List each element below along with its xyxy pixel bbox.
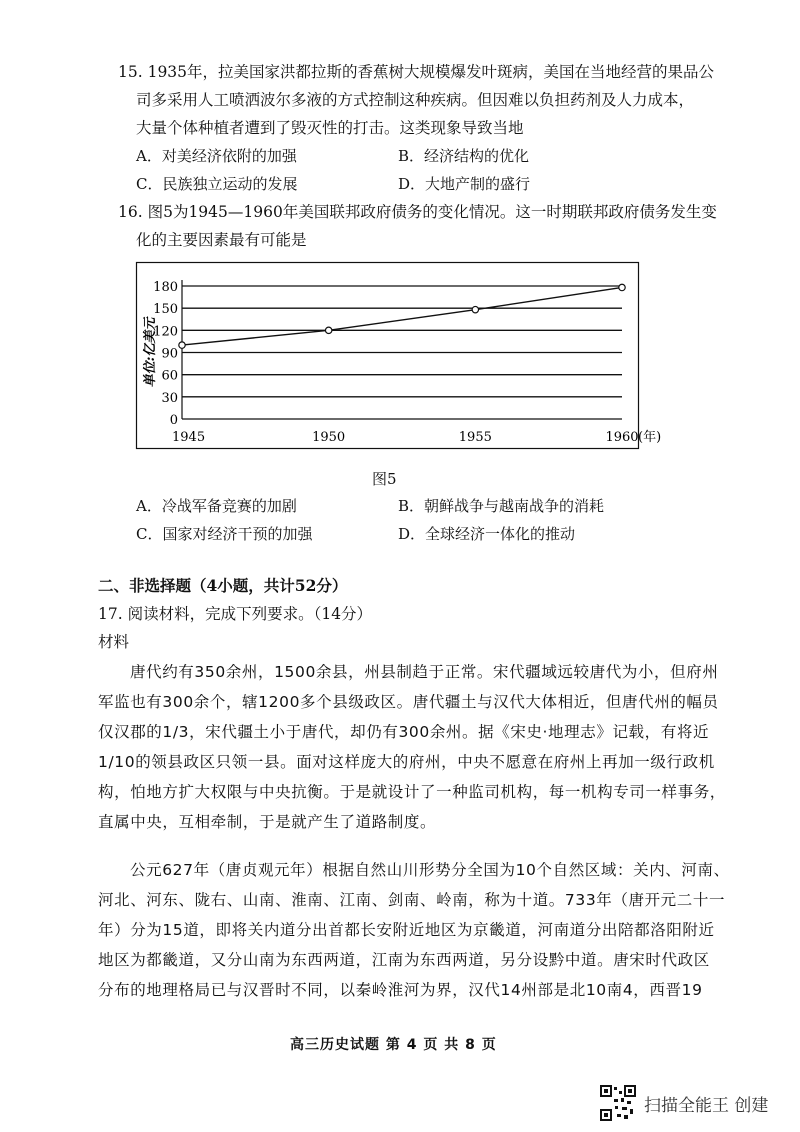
para1-line-3: 仅汉郡的1/3，宋代疆土小于唐代，却仍有300余州。据《宋史·地理志》记载，有将近 <box>98 723 710 741</box>
y-tick-label: 60 <box>161 368 178 384</box>
para2-line-4: 地区为都畿道，又分山南为东西两道，江南为东西两道，另分设黔中道。唐宋时代政区 <box>98 951 710 969</box>
q16-option-b: B．朝鲜战争与越南战争的消耗 <box>398 497 605 515</box>
q15-line-2: 司多采用人工喷洒波尔多液的方式控制这种疾病。但因难以负担药剂及人力成本， <box>136 91 695 109</box>
debt-line-chart <box>136 262 662 454</box>
y-axis-label: 单位:亿美元 <box>143 317 158 388</box>
x-unit-label: (年) <box>638 430 662 445</box>
q15-line-3: 大量个体种植者遭到了毁灭性的打击。这类现象导致当地 <box>136 119 524 137</box>
section-heading: 二、非选择题（4小题，共计52分） <box>98 576 348 595</box>
y-tick-label: 180 <box>153 280 178 295</box>
y-tick-label: 120 <box>153 324 178 340</box>
para2-line-1: 公元627年（唐贞观元年）根据自然山川形势分全国为10个自然区域：关内、河南、 <box>130 861 730 879</box>
para1-line-4: 1/10的领县政区只领一县。面对这样庞大的府州，中央不愿意在府州上再加一级行政机 <box>98 753 715 771</box>
q15-option-b: B．经济结构的优化 <box>398 147 530 165</box>
para1-line-2: 军监也有300余个，辖1200多个县级政区。唐代疆土与汉代大体相近，但唐代州的幅员 <box>98 693 719 711</box>
q16-line-2: 化的主要因素最有可能是 <box>136 231 307 249</box>
page-footer: 高三历史试题 第 4 页 共 8 页 <box>290 1037 497 1053</box>
para2-line-5: 分布的地理格局已与汉晋时不同，以秦岭淮河为界，汉代14州部是北10南4，西晋19 <box>98 981 703 999</box>
data-point-1955 <box>472 306 478 312</box>
q16-option-a: A．冷战军备竞赛的加剧 <box>136 497 297 515</box>
figure-caption: 图5 <box>372 470 397 488</box>
para1-line-6: 直属中央，互相牵制，于是就产生了道路制度。 <box>98 813 437 831</box>
data-point-1960 <box>619 284 625 290</box>
para2-line-3: 年）分为15道，即将关内道分出首都长安附近地区为京畿道，河南道分出陪都洛阳附近 <box>98 921 715 939</box>
q15-option-a: A．对美经济依附的加强 <box>136 147 297 165</box>
x-tick-label: 1945 <box>172 430 206 445</box>
q16-option-c: C．国家对经济干预的加强 <box>136 525 313 543</box>
para1-line-5: 构，怕地方扩大权限与中央抗衡。于是就设计了一种监司机构，每一机构专司一样事务， <box>98 783 726 801</box>
data-point-1945 <box>179 342 185 348</box>
x-tick-label: 1950 <box>312 430 346 445</box>
x-tick-label: 1960 <box>605 430 639 445</box>
q17-prompt: 17. 阅读材料，完成下列要求。（14分） <box>98 605 373 623</box>
scanner-watermark <box>600 1085 768 1121</box>
chart-frame <box>137 263 639 449</box>
watermark-text: 扫描全能王 创建 <box>644 1095 769 1116</box>
q16-option-d: D．全球经济一体化的推动 <box>398 525 576 543</box>
y-tick-label: 30 <box>161 390 178 406</box>
q16-line-1: 16. 图5为1945—1960年美国联邦政府债务的变化情况。这一时期联邦政府债务发生变 <box>118 203 717 221</box>
q15-line-1: 15. 1935年，拉美国家洪都拉斯的香蕉树大规模爆发叶斑病，美国在当地经营的果品公 <box>118 63 715 81</box>
debt-series-line <box>182 287 622 345</box>
material-label: 材料 <box>98 633 130 651</box>
para1-line-1: 唐代约有350余州，1500余县，州县制趋于正常。宋代疆域远较唐代为小，但府州 <box>130 663 719 681</box>
y-tick-label: 90 <box>161 346 178 362</box>
para2-line-2: 河北、河东、陇右、山南、淮南、江南、剑南、岭南，称为十道。733年（唐开元二十一 <box>98 891 726 909</box>
x-tick-label: 1955 <box>458 430 492 445</box>
y-tick-label: 150 <box>153 302 178 318</box>
y-tick-label: 0 <box>169 413 178 428</box>
qr-code-icon <box>600 1085 636 1121</box>
q15-option-d: D．大地产制的盛行 <box>398 175 531 193</box>
q15-option-c: C．民族独立运动的发展 <box>136 175 298 193</box>
data-point-1950 <box>325 327 331 333</box>
